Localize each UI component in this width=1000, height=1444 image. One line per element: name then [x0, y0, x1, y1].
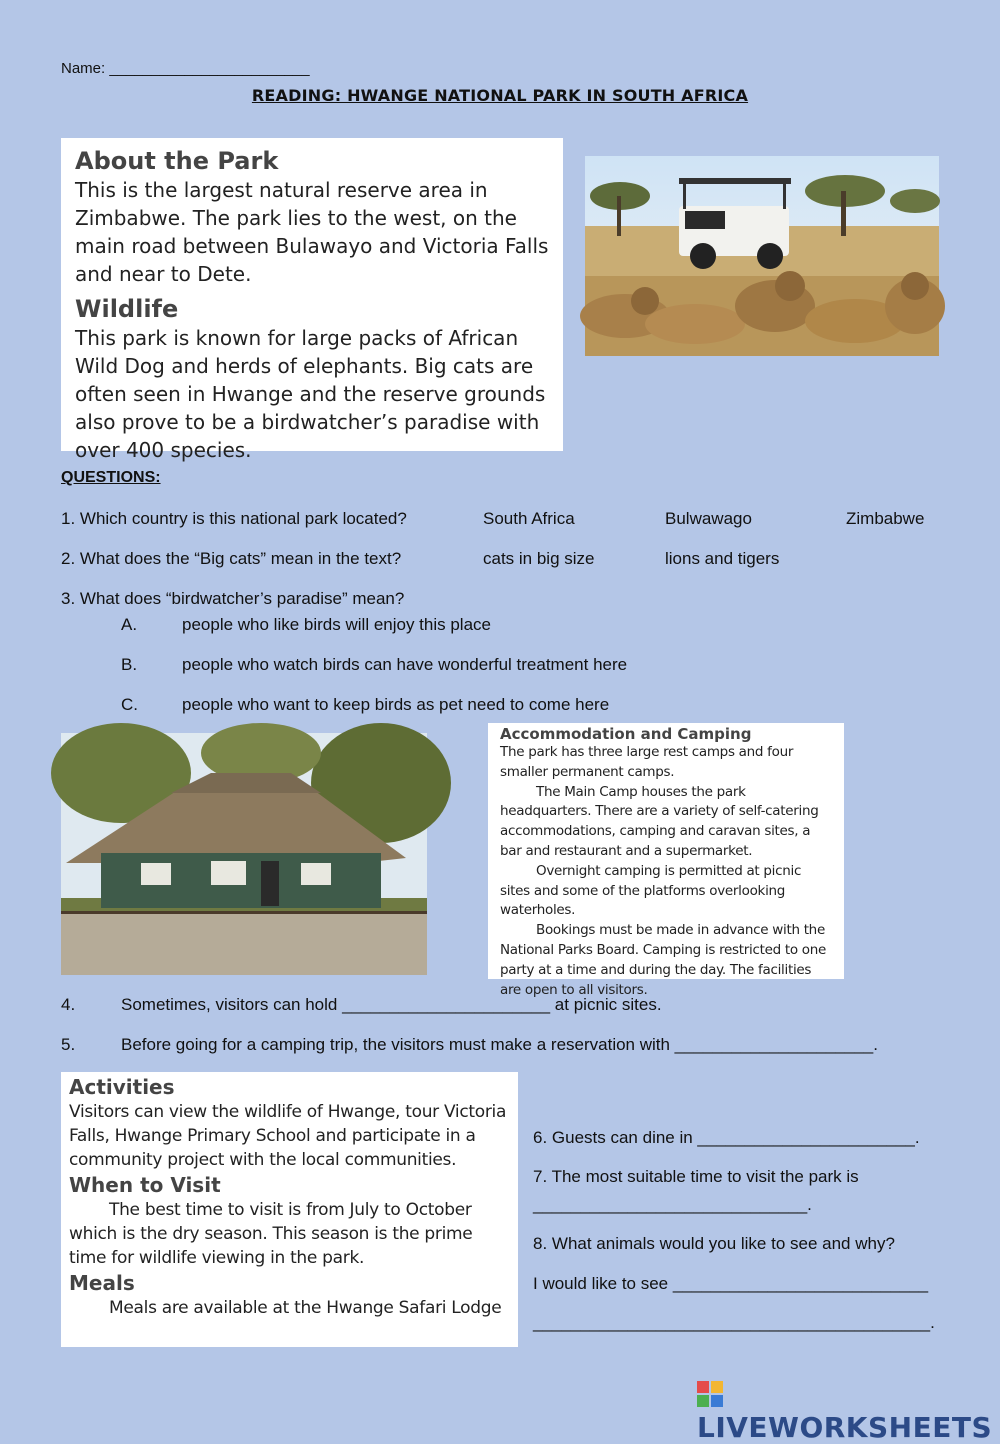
question-4-number: 4.: [61, 995, 76, 1014]
q3-option-c-letter: C.: [121, 695, 138, 714]
question-7-answer[interactable]: _____________________________.: [533, 1195, 812, 1214]
camp-lodge-photo: [61, 733, 427, 975]
liveworksheets-logo: [697, 1378, 1000, 1444]
wildlife-text: This park is known for large packs of African Wild Dog and herds of elephants. Big cats are often seen in Hwange and the reserve grounds also prove to be a birdwatcher’s paradise with over 400 species.: [75, 326, 546, 462]
q3-option-a[interactable]: people who like birds will enjoy this place: [182, 615, 491, 634]
questions-header: QUESTIONS:: [61, 469, 161, 486]
accommodation-p3: Overnight camping is permitted at picnic sites and some of the platforms overlooking waterholes.: [500, 862, 802, 919]
q1-option-bulwawago[interactable]: Bulwawago: [665, 509, 752, 528]
when-to-visit-heading: When to Visit: [69, 1173, 221, 1197]
meals-text: Meals are available at the Hwange Safari Lodge: [109, 1298, 502, 1318]
liveworksheets-logo-text: LIVEWORKSHEETS: [697, 1411, 993, 1444]
question-3: 3. What does “birdwatcher’s paradise” mean?: [61, 589, 405, 608]
q3-option-b[interactable]: people who watch birds can have wonderful treatment here: [182, 655, 628, 674]
liveworksheets-logo-icon: [697, 1381, 723, 1407]
activities-text: Visitors can view the wildlife of Hwange, tour Victoria Falls, Hwange Primary School and participate in a community project with the local communities.: [69, 1102, 507, 1170]
activities-box: [61, 1072, 518, 1347]
wildlife-heading: Wildlife: [75, 295, 179, 323]
accommodation-p1: The park has three large rest camps and four smaller permanent camps.: [500, 744, 794, 780]
q1-option-south-africa[interactable]: South Africa: [483, 509, 575, 528]
accommodation-p4: Bookings must be made in advance with the National Parks Board. Camping is restricted to one party at a time and during the day. The facilities are open to all visitors.: [500, 922, 827, 998]
about-park-box: [61, 138, 563, 462]
question-8-answer-line-1[interactable]: I would like to see ___________________________: [533, 1274, 929, 1293]
q3-option-c[interactable]: people who want to keep birds as pet need to come here: [182, 695, 610, 714]
q3-option-b-letter: B.: [121, 655, 138, 674]
accommodation-heading: Accommodation and Camping: [500, 725, 752, 743]
question-1: 1. Which country is this national park located?: [61, 509, 407, 528]
question-6[interactable]: 6. Guests can dine in _______________________.: [533, 1128, 920, 1147]
question-8: 8. What animals would you like to see and why?: [533, 1234, 895, 1253]
page-title: READING: HWANGE NATIONAL PARK IN SOUTH AFRICA: [251, 86, 749, 105]
q3-option-a-letter: A.: [121, 615, 138, 634]
accommodation-box: [488, 723, 844, 998]
q2-option-cats-big-size[interactable]: cats in big size: [483, 549, 595, 568]
q1-option-zimbabwe[interactable]: Zimbabwe: [846, 509, 925, 528]
q2-option-lions-tigers[interactable]: lions and tigers: [665, 549, 780, 568]
about-text: This is the largest natural reserve area in Zimbabwe. The park lies to the west, on the main road between Bulawayo and Victoria Falls and near to Dete.: [75, 178, 549, 286]
activities-heading: Activities: [69, 1075, 175, 1099]
safari-lions-photo: [585, 156, 939, 356]
question-2: 2. What does the “Big cats” mean in the text?: [61, 549, 402, 568]
question-5[interactable]: Before going for a camping trip, the visitors must make a reservation with _____________________.: [121, 1035, 878, 1054]
question-7: 7. The most suitable time to visit the park is: [533, 1167, 859, 1186]
meals-heading: Meals: [69, 1271, 135, 1295]
name-field[interactable]: Name: ________________________: [61, 60, 310, 77]
accommodation-p2: The Main Camp houses the park headquarters. There are a variety of self-catering accommodations, camping and caravan sites, a bar and restaurant and a supermarket.: [500, 783, 819, 859]
about-heading: About the Park: [75, 147, 279, 175]
question-4[interactable]: Sometimes, visitors can hold ______________________ at picnic sites.: [121, 995, 662, 1014]
question-5-number: 5.: [61, 1035, 76, 1054]
question-8-answer-line-2[interactable]: __________________________________________.: [533, 1313, 935, 1332]
when-to-visit-text: The best time to visit is from July to October which is the dry season. This season is the prime time for wildlife viewing in the park.: [69, 1200, 473, 1268]
